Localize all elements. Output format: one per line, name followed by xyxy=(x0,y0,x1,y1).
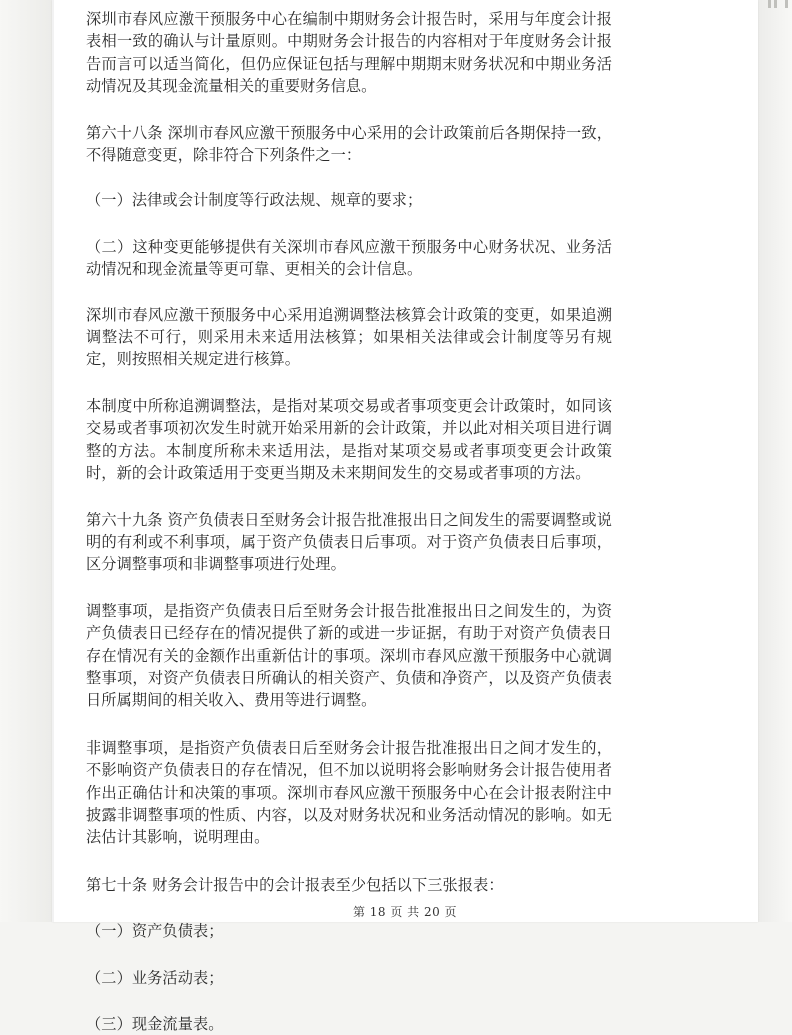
paragraph-adjusting-events: 调整事项，是指资产负债表日后至财务会计报告批准报出日之间发生的，为资产负债表日已经存在的情况提供了新的或进一步证据，有助于对资产负债表日存在情况有关的金额作出重新估计的事项。深圳市春风应激干预服务中心就调整事项，对资产负债表日所确认的相关资产、负债和净资产，以及资产负债表日所属期间的相关收入、费用等进行调整。 xyxy=(86,601,612,710)
article-70: 第七十条 财务会计报告中的会计报表至少包括以下三张报表： xyxy=(86,875,504,894)
article-68-item-2: （二）这种变更能够提供有关深圳市春风应激干预服务中心财务状况、业务活动情况和现金流量等更可靠、更相关的会计信息。 xyxy=(86,237,612,279)
scan-right-margin xyxy=(758,0,792,922)
article-70-item-3: （三）现金流量表。 xyxy=(86,1015,224,1033)
paragraph-method-definitions: 本制度中所称追溯调整法，是指对某项交易或者事项变更会计政策时，如同该交易或者事项初次发生时就开始采用新的会计政策，并以此对相关项目进行调整的方法。本制度所称未来适用法，是指对某项交易或者事项变更会计政策时，新的会计政策适用于变更当期及未来期间发生的交易或者事项的方法。 xyxy=(86,396,612,483)
article-69: 第六十九条 资产负债表日至财务会计报告批准报出日之间发生的需要调整或说明的有利或不利事项，属于资产负债表日后事项。对于资产负债表日后事项，区分调整事项和非调整事项进行处理。 xyxy=(86,510,612,574)
article-68: 第六十八条 深圳市春风应激干预服务中心采用的会计政策前后各期保持一致，不得随意变更，除非符合下列条件之一： xyxy=(86,123,612,165)
paragraph-interim-report: 深圳市春风应激干预服务中心在编制中期财务会计报告时，采用与年度会计报表相一致的确认与计量原则。中期财务会计报告的内容相对于年度财务会计报告而言可以适当简化，但仍应保证包括与理解中期期末财务状况和中期业务活动情况及其现金流量相关的重要财务信息。 xyxy=(86,10,612,96)
page-edge-mark xyxy=(785,0,788,8)
paragraph-non-adjusting-events: 非调整事项，是指资产负债表日后至财务会计报告批准报出日之间才发生的，不影响资产负债表日的存在情况，但不加以说明将会影响财务会计报告使用者作出正确估计和决策的事项。深圳市春风应激干预服务中心在会计报表附注中披露非调整事项的性质、内容，以及对财务状况和业务活动情况的影响。如无法估计其影响，说明理由。 xyxy=(86,738,612,847)
page-number-footer: 第 18 页 共 20 页 xyxy=(352,905,458,919)
article-70-item-2: （二）业务活动表； xyxy=(86,968,224,987)
page-edge-mark xyxy=(768,0,771,8)
page-edge-mark xyxy=(774,0,777,8)
paragraph-retrospective-method: 深圳市春风应激干预服务中心采用追溯调整法核算会计政策的变更，如果追溯调整法不可行，则采用未来适用法核算；如果相关法律或会计制度等另有规定，则按照相关规定进行核算。 xyxy=(86,305,612,369)
article-70-item-1: （一）资产负债表； xyxy=(86,922,224,941)
scan-left-margin xyxy=(0,0,52,922)
footer-layer xyxy=(52,0,758,922)
article-68-item-1: （一）法律或会计制度等行政法规、规章的要求； xyxy=(86,191,423,210)
